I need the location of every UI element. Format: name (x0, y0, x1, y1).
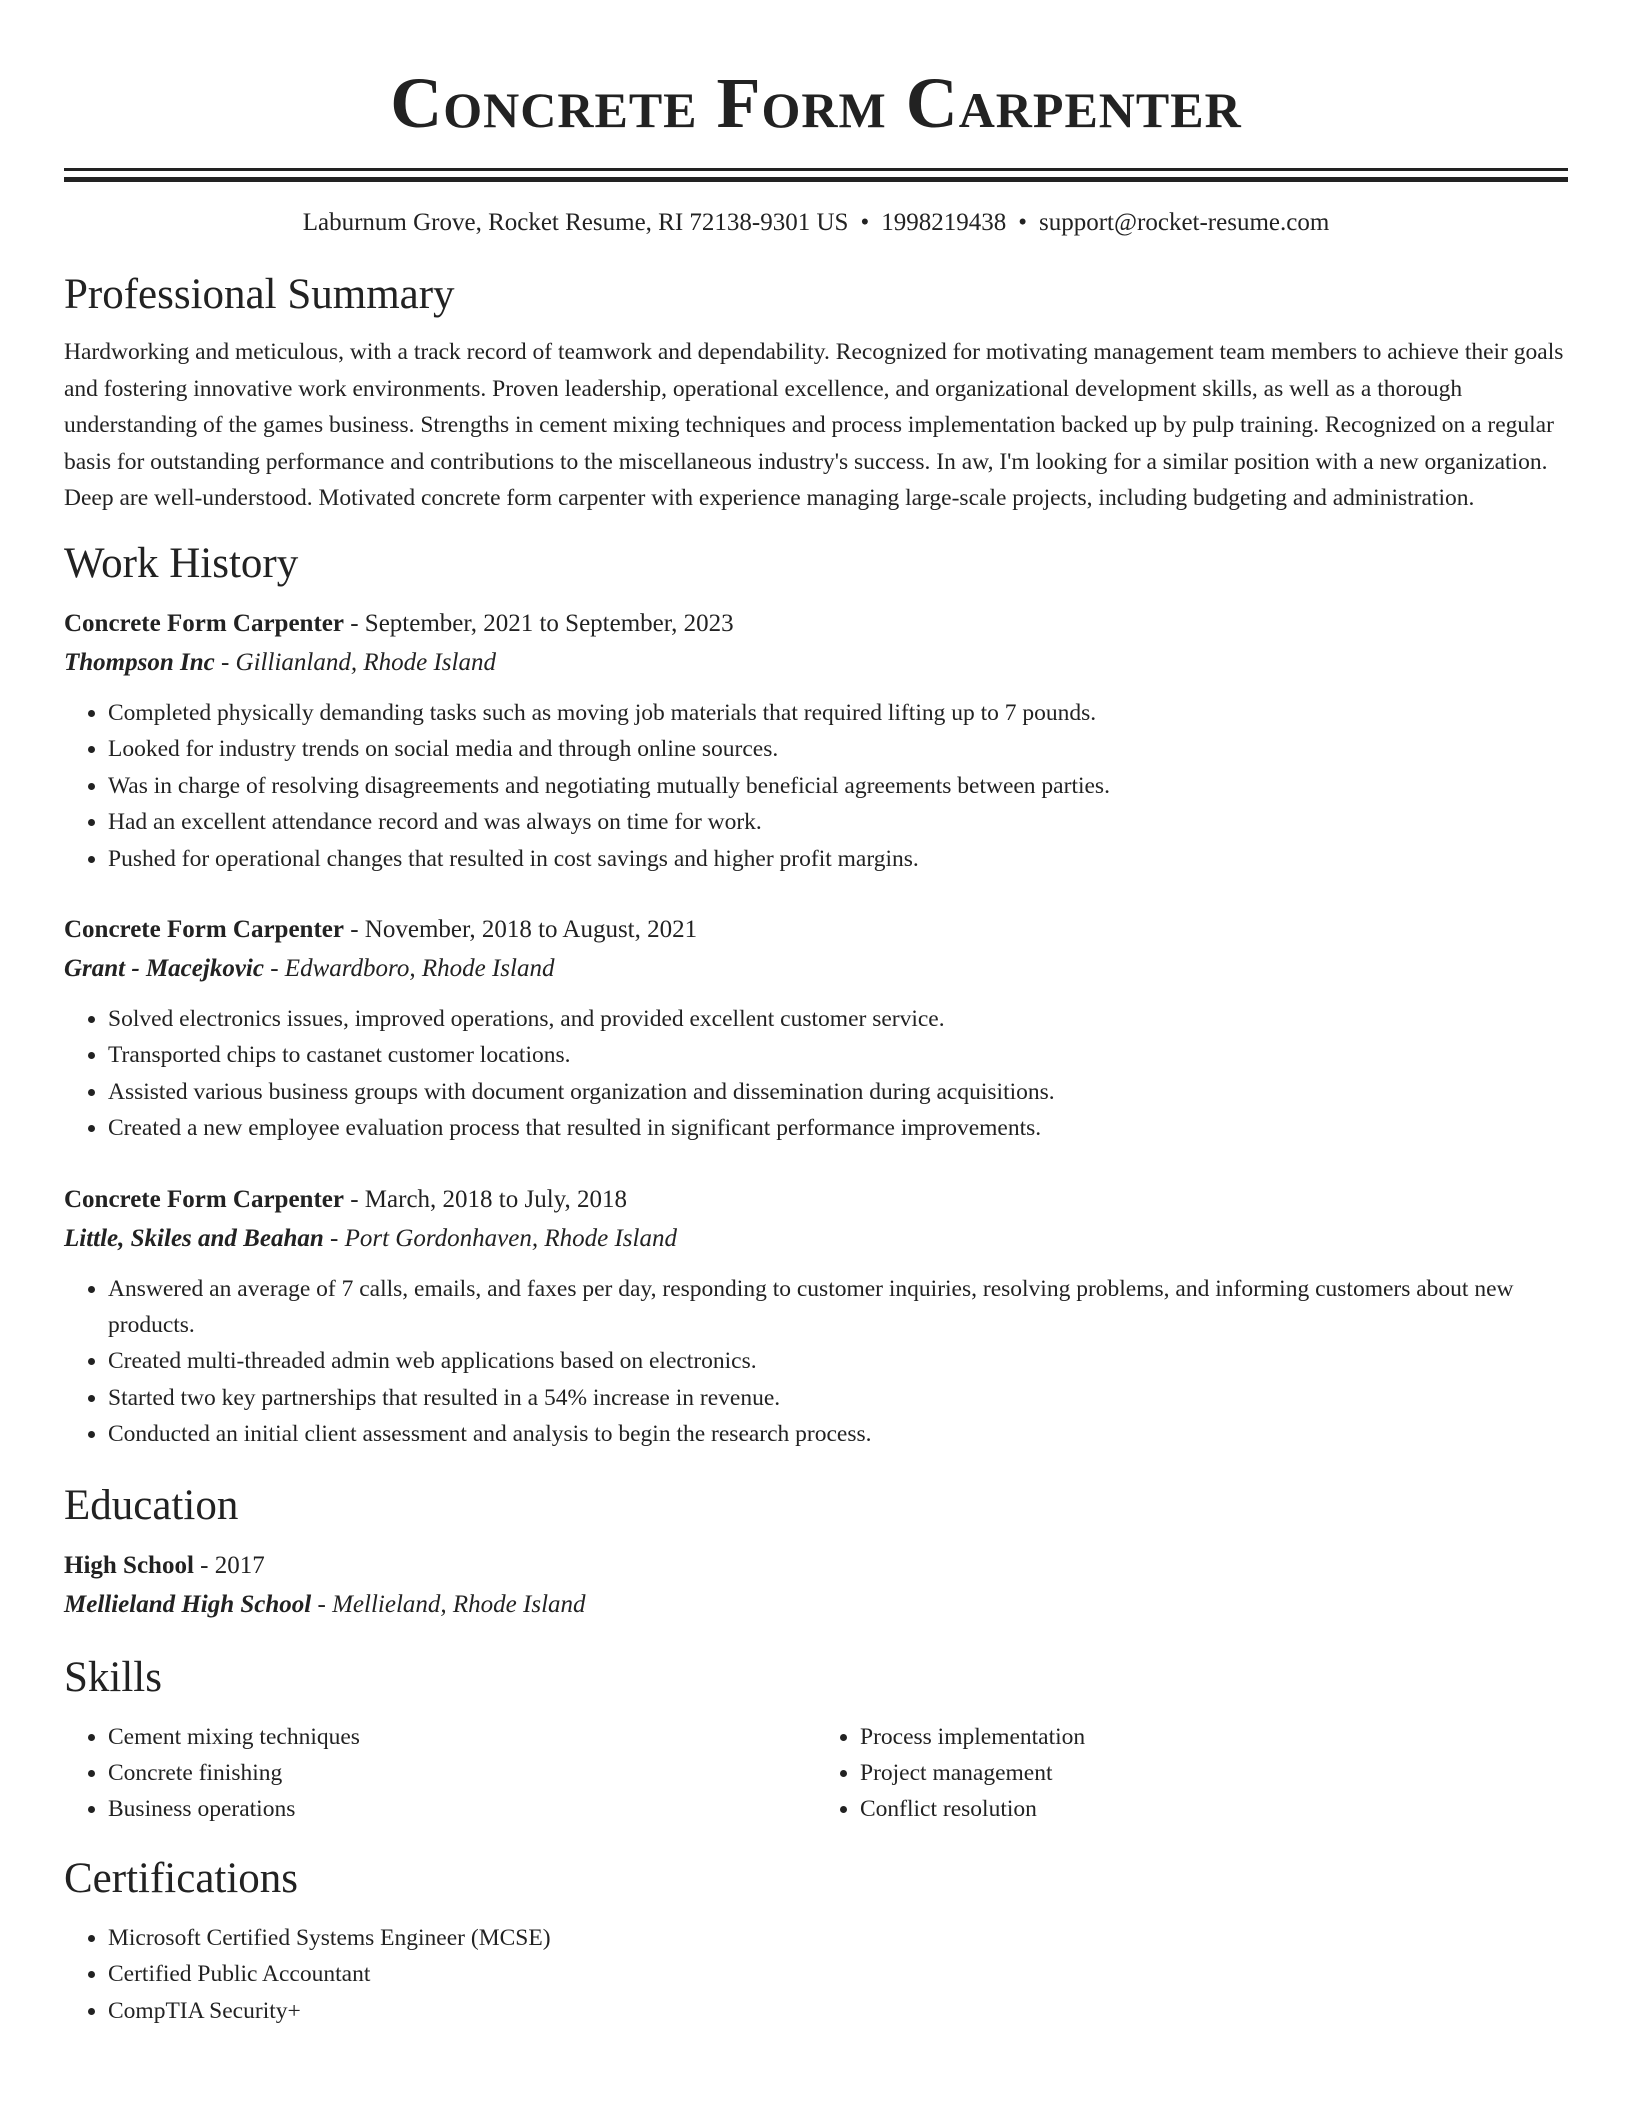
job-bullet: • Created multi-threaded admin web applications based on electronics. (108, 1343, 1568, 1379)
education-school-line (64, 1585, 1568, 1625)
skill-item: • Business operations (108, 1791, 816, 1827)
job-company-line (64, 1219, 1568, 1259)
job-company: Thompson Inc (64, 648, 215, 676)
job-dates: - March, 2018 to July, 2018 (343, 1185, 628, 1213)
job-entry (64, 911, 1568, 1147)
job-entry (64, 1181, 1568, 1453)
job-bullet: • Was in charge of resolving disagreements and negotiating mutually beneficial agreements between parties. (108, 768, 1568, 804)
job-entry (64, 605, 1568, 877)
summary-text: Hardworking and meticulous, with a track record of teamwork and dependability. Recognized for motivating management team members to achieve their goals and fostering innovative work environments. Proven leadership, operational excellence, and organizational development skills, as well as a thorough understanding of the games business. Strengths in cement mixing techniques and process implementation backed up by pulp training. Recognized on a regular basis for outstanding performance and contributions to the miscellaneous industry's success. In aw, I'm looking for a similar position with a new organization. Deep are well-understood. Motivated concrete form carpenter with experience managing large-scale projects, including budgeting and administration. (64, 339, 1564, 512)
skill-item: • Project management (860, 1755, 1568, 1791)
job-bullets (64, 1271, 1568, 1453)
certifications-list (64, 1920, 1568, 2029)
education-year: - 2017 (193, 1551, 265, 1579)
skill-item: • Process implementation (860, 1719, 1568, 1755)
job-bullet: • Transported chips to castanet customer locations. (108, 1037, 1568, 1073)
skill-item: • Conflict resolution (860, 1791, 1568, 1827)
skills-list (64, 1719, 1568, 1828)
job-bullet: • Created a new employee evaluation process that resulted in significant performance improvements. (108, 1110, 1568, 1146)
certification-item: • Certified Public Accountant (108, 1956, 1568, 1992)
job-role: Concrete Form Carpenter (64, 609, 344, 637)
job-location: - Edwardboro, Rhode Island (263, 955, 555, 982)
job-bullet: • Pushed for operational changes that resulted in cost savings and higher profit margins. (108, 841, 1568, 877)
job-location: - Gillianland, Rhode Island (214, 648, 496, 676)
job-title-line (64, 911, 1568, 949)
job-bullet: • Had an excellent attendance record and was always on time for work. (108, 804, 1568, 840)
header-rule-top (64, 168, 1568, 171)
resume-name-heading: Concrete Form Carpenter (390, 63, 1242, 143)
job-company-line (64, 643, 1568, 683)
job-title-line (64, 605, 1568, 643)
job-location: - Port Gordonhaven, Rhode Island (323, 1224, 677, 1252)
contact-line (64, 206, 1568, 240)
job-role: Concrete Form Carpenter (64, 916, 344, 943)
resume-page (64, 0, 1568, 2029)
contact-separator: • (860, 209, 870, 236)
header-rule-bottom (64, 177, 1568, 182)
job-bullets (64, 695, 1568, 877)
section-title-certifications: Certifications (64, 1854, 299, 1902)
job-bullet: • Completed physically demanding tasks such as moving job materials that required lifting up to 7 pounds. (108, 695, 1568, 731)
skill-item: • Cement mixing techniques (108, 1719, 816, 1755)
job-role: Concrete Form Carpenter (64, 1185, 344, 1213)
job-company: Grant - Macejkovic (64, 955, 264, 982)
skill-item: • Concrete finishing (108, 1755, 816, 1791)
job-bullet: • Started two key partnerships that resulted in a 54% increase in revenue. (108, 1380, 1568, 1416)
job-bullet: • Answered an average of 7 calls, emails, and faxes per day, responding to customer inquiries, resolving problems, and informing customers about new products. (108, 1271, 1568, 1344)
job-bullet: • Conducted an initial client assessment and analysis to begin the research process. (108, 1416, 1568, 1452)
job-bullets (64, 1001, 1568, 1147)
contact-separator: • (1018, 209, 1027, 236)
contact-phone: 1998219438 (881, 209, 1007, 236)
education-entry (64, 1547, 1568, 1625)
job-dates: - September, 2021 to September, 2023 (343, 609, 734, 637)
job-company-line (64, 949, 1568, 989)
job-dates: - November, 2018 to August, 2021 (343, 916, 698, 943)
skills-column-right (816, 1719, 1568, 1828)
section-title-work-history: Work History (64, 539, 299, 587)
section-title-skills: Skills (64, 1653, 162, 1701)
job-company: Little, Skiles and Beahan (64, 1224, 324, 1252)
education-degree: High School (64, 1551, 194, 1579)
job-title-line (64, 1181, 1568, 1219)
job-bullet: • Solved electronics issues, improved operations, and provided excellent customer service. (108, 1001, 1568, 1037)
job-bullet: • Looked for industry trends on social media and through online sources. (108, 731, 1568, 767)
section-title-summary: Professional Summary (64, 271, 455, 318)
skills-column-left (64, 1719, 816, 1828)
contact-address: Laburnum Grove, Rocket Resume, RI 72138-9301 US (302, 209, 849, 236)
education-school: Mellieland High School (64, 1590, 312, 1618)
job-bullet: • Assisted various business groups with document organization and dissemination during acquisitions. (108, 1074, 1568, 1110)
section-title-education: Education (64, 1481, 239, 1529)
certification-item: • Microsoft Certified Systems Engineer (MCSE) (108, 1920, 1568, 1956)
education-location: - Mellieland, Rhode Island (311, 1590, 586, 1618)
certification-item: • CompTIA Security+ (108, 1993, 1568, 2029)
education-degree-line (64, 1547, 1568, 1585)
contact-email: support@rocket-resume.com (1039, 209, 1330, 236)
